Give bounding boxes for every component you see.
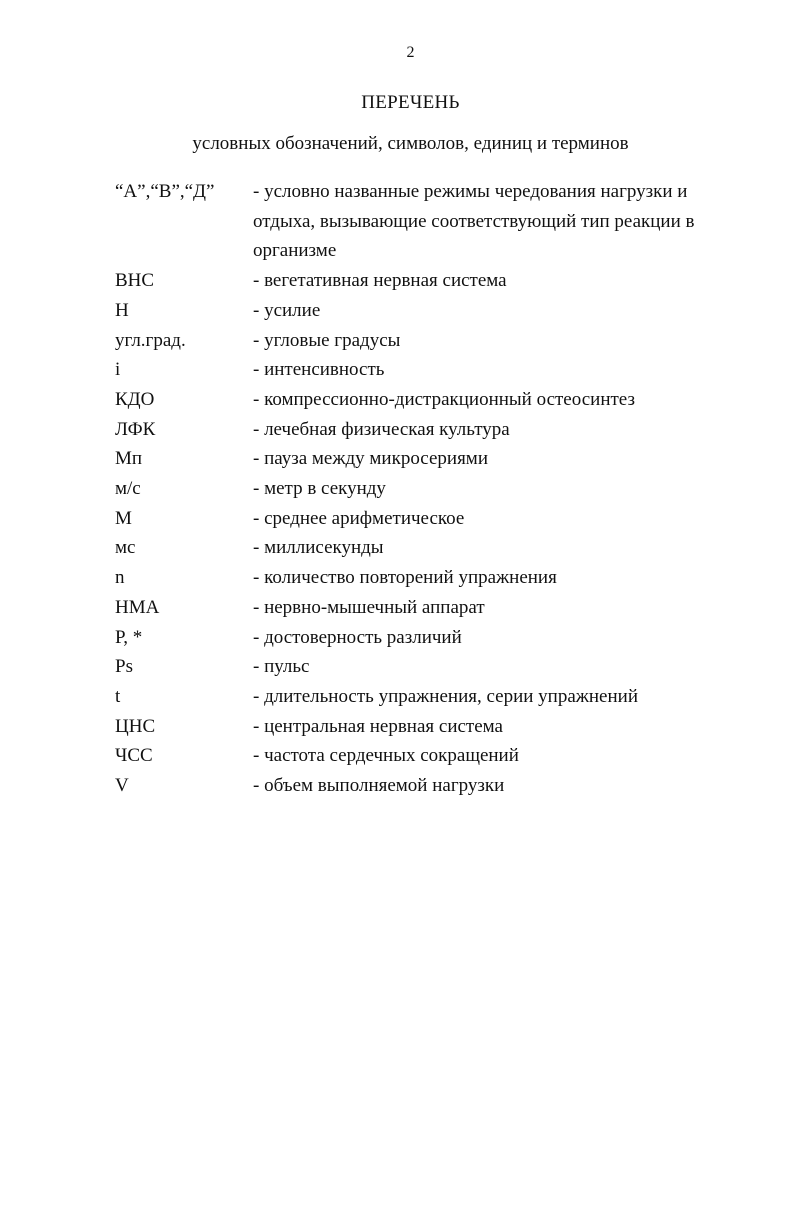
abbreviation-definition: - вегетативная нервная система (253, 270, 507, 292)
abbreviation-term: угл.град. (115, 329, 186, 351)
abbreviation-definition: - объем выполняемой нагрузки (253, 775, 505, 797)
list-item (115, 623, 735, 653)
abbreviation-definition: - количество повторений упражнения (253, 567, 557, 589)
abbreviation-term: ЛФК (115, 418, 156, 440)
list-item (115, 326, 735, 356)
page-number: 2 (406, 44, 415, 61)
list-item (115, 266, 735, 296)
abbreviation-definition: - миллисекунды (253, 537, 384, 559)
list-item (115, 177, 735, 266)
abbreviation-definition: - интенсивность (253, 359, 385, 381)
abbreviation-term: Р, * (115, 626, 143, 648)
abbreviation-definition: - угловые градусы (253, 329, 401, 351)
abbreviation-term: ЦНС (115, 715, 156, 737)
list-item (115, 593, 735, 623)
list-item (115, 682, 735, 712)
abbreviation-definition: - частота сердечных сокращений (253, 745, 519, 767)
abbreviation-term: Н (115, 299, 129, 321)
abbreviation-definition: - условно названные режимы чередования нагрузки и отдыха, вызывающие соответствующий тип реакции в организме (253, 181, 695, 262)
list-item (115, 444, 735, 474)
list-item (115, 563, 735, 593)
abbreviation-term: ВНС (115, 270, 155, 292)
abbreviation-definition: - пульс (253, 656, 310, 678)
abbreviation-term: t (115, 685, 121, 707)
page-subtitle: условных обозначений, символов, единиц и терминов (192, 133, 629, 154)
list-item (115, 533, 735, 563)
abbreviation-term: Мп (115, 448, 143, 470)
list-item (115, 296, 735, 326)
abbreviation-definition: - метр в секунду (253, 478, 386, 500)
abbreviation-definition: - достоверность различий (253, 626, 462, 648)
abbreviation-term: м/с (115, 478, 141, 500)
list-item (115, 385, 735, 415)
abbreviation-list (115, 177, 735, 801)
list-item (115, 355, 735, 385)
abbreviation-term: НМА (115, 596, 160, 618)
abbreviation-term: КДО (115, 388, 155, 410)
abbreviation-definition: - компрессионно-дистракционный остеосинтез (253, 388, 635, 410)
abbreviation-term: ЧСС (115, 745, 153, 767)
abbreviation-term: “А”,“В”,“Д” (115, 181, 215, 202)
abbreviation-definition: - нервно-мышечный аппарат (253, 596, 485, 618)
abbreviation-definition: - среднее арифметическое (253, 507, 465, 529)
abbreviation-definition: - усилие (253, 299, 321, 321)
abbreviation-term: i (115, 359, 121, 381)
abbreviation-term: М (115, 507, 132, 529)
list-item (115, 504, 735, 534)
abbreviation-definition: - лечебная физическая культура (253, 418, 510, 440)
abbreviation-term: n (115, 567, 125, 589)
abbreviation-definition: - длительность упражнения, серии упражнений (253, 685, 638, 707)
list-item (115, 741, 735, 771)
abbreviation-term: мс (115, 537, 136, 559)
abbreviation-definition: - пауза между микросериями (253, 448, 488, 470)
abbreviation-definition: - центральная нервная система (253, 715, 503, 737)
list-item (115, 712, 735, 742)
list-item (115, 415, 735, 445)
abbreviation-term: Ps (115, 656, 133, 678)
list-item (115, 771, 735, 801)
list-item (115, 652, 735, 682)
abbreviation-term: V (115, 775, 129, 797)
list-item (115, 474, 735, 504)
page-title: ПЕРЕЧЕНЬ (361, 92, 460, 113)
